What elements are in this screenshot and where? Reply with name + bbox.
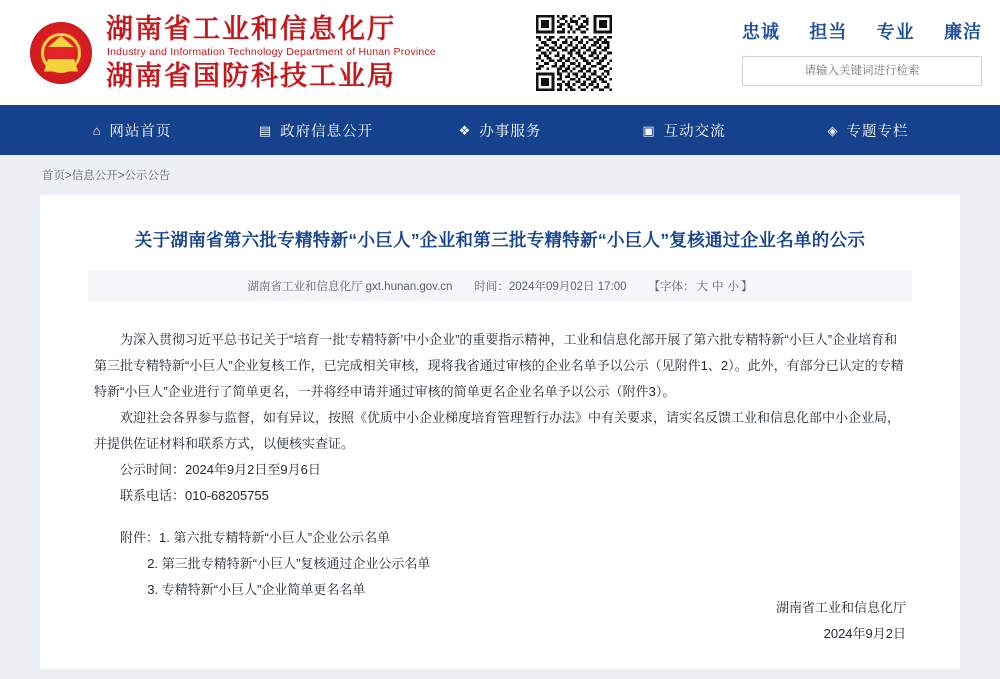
slogan-word-3: 专业 bbox=[876, 22, 915, 42]
fontsize-medium-button[interactable]: 中 bbox=[712, 281, 724, 294]
national-emblem-icon bbox=[30, 22, 92, 84]
slogan-word-4: 廉洁 bbox=[943, 22, 982, 42]
article-body bbox=[88, 301, 912, 603]
service-icon: ❖ bbox=[458, 122, 472, 138]
fontsize-label: 【字体： bbox=[648, 281, 695, 294]
attachment-link-3[interactable]: 3. 专精特新“小巨人”企业简单更名名单 bbox=[147, 582, 366, 598]
article-paragraph-2: 欢迎社会各界参与监督，如有异议，按照《优质中小企业梯度培育管理暂行办法》中有关要求，请实名反馈工业和信息化部中小企业局，并提供佐证材料和联系方式，以便核实查证。 bbox=[94, 410, 901, 452]
fontsize-control bbox=[649, 278, 753, 294]
nav-item-topics[interactable] bbox=[776, 120, 960, 141]
nav-label-topics: 专题专栏 bbox=[846, 123, 909, 140]
signature-org: 湖南省工业和信息化厅 bbox=[775, 600, 906, 615]
main-nav bbox=[0, 105, 1000, 155]
article-time-value: 2024年09月02日 17:00 bbox=[508, 281, 627, 294]
document-icon: ▤ bbox=[258, 122, 273, 138]
nav-item-home[interactable] bbox=[40, 120, 224, 141]
article-signature bbox=[776, 595, 906, 647]
org-title: 湖南省工业和信息化厅 bbox=[106, 13, 396, 44]
search-input[interactable] bbox=[743, 64, 981, 78]
nav-label-home: 网站首页 bbox=[109, 123, 172, 140]
page-title: 关于湖南省第六批专精特新“小巨人”企业和第三批专精特新“小巨人”复核通过企业名单的公示 bbox=[134, 230, 866, 250]
slogan bbox=[742, 18, 982, 44]
chat-icon: ▣ bbox=[642, 122, 656, 138]
site-titles bbox=[106, 14, 436, 91]
slogan-word-2: 担当 bbox=[809, 22, 848, 42]
nav-item-services[interactable] bbox=[408, 120, 592, 141]
home-icon: ⌂ bbox=[92, 122, 102, 138]
emblem-gear bbox=[41, 33, 81, 73]
attachment-link-2[interactable]: 2. 第三批专精特新“小巨人”复核通过企业公示名单 bbox=[147, 556, 431, 572]
article-paragraph-1: 为深入贯彻习近平总书记关于“培育一批‘专精特新’中小企业”的重要指示精神，工业和信息化部开展了第六批专精特新“小巨人”企业培育和第三批专精特新“小巨人”企业复核工作，已完成相关审核，现将我省通过审核的企业名单予以公示（见附件1、2）。此外，有部分已认定的专精特新“小巨人”企业进行了简单更名，一并将经申请并通过审核的简单更名企业名单予以公示（附件3）。 bbox=[94, 332, 904, 400]
attachment-link-1[interactable]: 1. 第六批专精特新“小巨人”企业公示名单 bbox=[159, 530, 391, 546]
qr-code-icon[interactable] bbox=[536, 15, 612, 91]
article-time bbox=[474, 278, 626, 294]
attachment-line-2 bbox=[94, 551, 906, 577]
article-paragraph-4: 联系电话：010-68205755 bbox=[120, 488, 269, 504]
spacer bbox=[94, 509, 906, 523]
attachment-line-1 bbox=[94, 525, 906, 551]
layers-icon: ◈ bbox=[827, 122, 839, 138]
search-box[interactable] bbox=[742, 56, 982, 86]
article-paragraph-3: 公示时间：2024年9月2日至9月6日 bbox=[120, 462, 321, 478]
article-meta bbox=[88, 271, 912, 301]
signature-date: 2024年9月2日 bbox=[823, 626, 906, 641]
nav-label-interaction: 互动交流 bbox=[663, 123, 726, 140]
breadcrumb-bar bbox=[0, 155, 1000, 195]
fontsize-small-button[interactable]: 小 bbox=[727, 281, 740, 294]
slogan-word-1: 忠诚 bbox=[742, 22, 780, 42]
article-container bbox=[40, 195, 960, 669]
fontsize-close: 】 bbox=[741, 281, 753, 294]
nav-item-interaction[interactable] bbox=[592, 120, 776, 141]
nav-label-services: 办事服务 bbox=[479, 123, 542, 140]
attachments-label: 附件： bbox=[120, 530, 160, 546]
attachments bbox=[94, 525, 906, 603]
fontsize-large-button[interactable]: 大 bbox=[696, 281, 709, 294]
site-header bbox=[0, 0, 1000, 105]
org-subtitle: 湖南省国防科技工业局 bbox=[106, 61, 396, 91]
nav-label-government-info: 政府信息公开 bbox=[280, 123, 374, 140]
org-title-en: Industry and Information Technology Department of Hunan Province bbox=[107, 46, 436, 58]
nav-item-government-info[interactable] bbox=[224, 120, 408, 141]
header-right bbox=[742, 18, 982, 86]
article-source: 湖南省工业和信息化厅 gxt.hunan.gov.cn bbox=[247, 281, 453, 294]
breadcrumb[interactable]: 首页>信息公开>公示公告 bbox=[42, 170, 171, 182]
article-time-label: 时间： bbox=[474, 281, 509, 294]
